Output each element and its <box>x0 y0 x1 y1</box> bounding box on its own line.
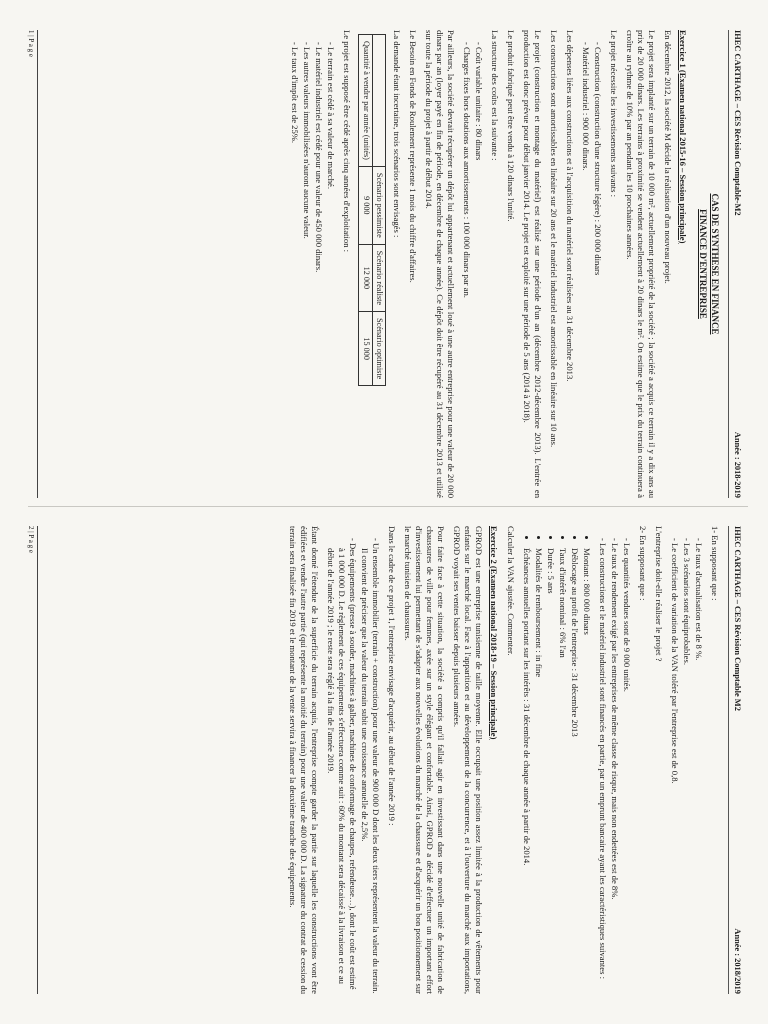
paragraph: Les dépenses liées aux constructions et à l'acquisition du matériel sont réalisées au 31 décembre 2013. <box>565 30 576 382</box>
q1-assumptions <box>669 526 704 994</box>
list-item: - Les autres valeurs immobilisées n'auront aucune valeur. <box>301 52 312 498</box>
paragraph: Le Besoin en Fonds de Roulement représente 1 mois du chiffre d'affaires. <box>408 30 419 283</box>
paragraph: Le projet sera implanté sur un terrain de 10 000 m², actuellement propriété de la société ; la société a acquis ce terrain il y a dix ans au prix de 20 000 dinars. Les terrains à proximité se vendent actuellement à 20 dinars le m². On estime que le prix du terrain continuera à croître au rythme de 10% par an pendant les 10 prochaines années. <box>625 30 658 498</box>
list-item: • Taux d'intérêt nominal : 6% l'an <box>557 548 568 994</box>
list-item: - Le taux d'actualisation est de 8 %. <box>693 548 704 994</box>
document-title <box>696 30 720 498</box>
table-cell: Quantité à vendre par année (unités) <box>359 35 373 167</box>
list-item: - Les quantités vendues sont de 9 000 unités. <box>621 548 632 994</box>
paragraph: En décembre 2012, la société M décide la réalisation d'un nouveau projet. <box>663 30 674 284</box>
paragraph: Étant donné l'étendue de la superficie du terrain acquis, l'entreprise compte garder la partie sur laquelle les constructions vont être édifiées et vendre l'autre partie (qui représente la moitié du terrain) pour une valeur de 400 000 D. La signature du contrat de cession du terrain sera finalisée fin 2019 et le montant de la vente servira à financer la deuxième tranche des équipements. <box>288 526 321 994</box>
title-line: CAS DE SYNTHESE EN FINANCE <box>710 193 721 335</box>
exercise-2-title: Exercice 2 (Examen national 2018-19 – Session principale) <box>489 526 500 740</box>
costs-list <box>461 30 484 498</box>
header-year: Année : 2018/2019 <box>733 928 742 994</box>
list-item: - Construction (construction d'une structure légère) : 200 000 dinars <box>592 52 603 498</box>
header-year: Année : 2018-2019 <box>733 431 742 498</box>
table-header: Scénario réaliste <box>372 244 386 311</box>
list-item: • Déblocage au profit de l'entreprise : 31 décembre 2013 <box>569 548 580 994</box>
list-item: - Le taux de rendement exigé par les entreprises de même classe de risque, mais non endettées est de 8%. <box>609 548 620 994</box>
table-header: Scénario optimiste <box>372 312 386 386</box>
list-item: - Le coefficient de variation de la VAN toléré par l'entreprise est de 0,8. <box>669 548 680 994</box>
list-item: • Montant : 800 000 dinars <box>581 548 592 994</box>
title-line: FINANCE D'ENTREPRISE <box>697 209 708 319</box>
paragraph: La structure des coûts est la suivante : <box>490 30 501 161</box>
list-item: • Échéances annuelles portant sur les intérêts : 31 décembre de chaque année à partir de 2014. <box>521 548 532 994</box>
page-divider <box>28 506 748 507</box>
page-footer: 1 | P a g e <box>26 30 38 498</box>
table-row <box>359 35 373 386</box>
list-item: - Matériel industriel : 900 000 dinars. <box>580 52 591 498</box>
paragraph: Pour faire face à cette situation, la société a compris qu'il fallait agir en investissant dans une nouvelle unité de fabrication de chaussures de ville pour femmes, axée sur un style élégant et confortable. Ainsi, GPROD a décidé d'effectuer un important effort d'investissement lui permettant de s'adapter aux nouvelles évolutions du marché de la chaussure et d'acquérir un bon positionnement sur le marché tunisien de chaussures. <box>403 526 447 994</box>
list-item: • Modalités de remboursement : in fine <box>533 548 544 994</box>
page-1 <box>26 30 742 498</box>
question-1: 1- En supposant que : <box>710 526 721 601</box>
q2-assumptions <box>597 526 632 994</box>
paragraph: Le projet (construction et montage du matériel) est réalisé sur une période d'un an (décembre 2012-décembre 2013). L'entrée en production est donc prévue pour début janvier 2014. Le projet est exploité sur une période de 5 ans (2014 à 2018). <box>522 30 544 498</box>
investments-list <box>580 30 603 498</box>
paragraph: Dans le cadre de ce projet 1, l'entreprise envisage d'acquérir, au début de l'année 2019 : <box>387 526 398 826</box>
page-1-header <box>728 30 742 498</box>
paragraph: Le projet est supposé être cédé après cinq années d'exploitation : <box>342 30 353 253</box>
loan-terms <box>521 526 592 994</box>
table-cell: 12 000 <box>359 244 373 311</box>
paragraph: GPROD est une entreprise tunisienne de taille moyenne. Elle occupait une position assez limitée à la production de vêtements pour enfants sur le marché local. Face à l'apparition et au développement de la concurrence, et à l'ouverture du marché aux importations, GPROD voyait ses ventes baisser depuis plusieurs années. <box>452 526 485 994</box>
paragraph: Le produit fabriqué peut être vendu à 120 dinars l'unité. <box>506 30 517 222</box>
list-item: - Des équipements (presse à souder, machines à galber, machines de conformage de chaupes, refendeuse…), dont le coût est estimé à 1 000 000 D. Le règlement de ces équipements s'effectuera comme suit : 60% du montant sera décaissé à la livraison et ce au début de l'année 2019 ; le reste sera réglé à la fin de l'année 2019. <box>325 548 358 994</box>
list-item: - Charges fixes hors dotations aux amortissements : 100 000 dinars par an. <box>461 52 472 498</box>
table-cell: 9 000 <box>359 166 373 244</box>
header-school: IHEC CARTHAGE – CES Révision Comptable M2 <box>733 526 742 711</box>
list-item: - Un ensemble immobilier (terrain + construction) pour une valeur de 900 000 D dont les deux tiers représentent la valeur du terrain. Il convient de préciser que la valeur du terrain subit une croissance annuelle de 2,5%. <box>359 548 381 994</box>
list-item: - Le taux d'impôt est de 25%. <box>289 52 300 498</box>
table-header: Scénario pessimiste <box>372 166 386 244</box>
list-item: • Durée : 5 ans <box>545 548 556 994</box>
list-item: - Coût variable unitaire : 80 dinars <box>473 52 484 498</box>
paragraph: L'entreprise doit-elle réaliser le projet ? <box>654 526 665 662</box>
paragraph: Calculer la VAN ajustée. Commenter. <box>506 526 517 656</box>
exercise-1-title: Exercice 1 (Examen national 2015-16 – Session principale) <box>678 30 689 244</box>
scenarios-table <box>358 34 386 386</box>
table-header <box>372 35 386 167</box>
list-item: - Les constructions et le matériel industriel sont financés en partie, par un emprunt bancaire ayant les caractéristiques suivantes : <box>597 548 608 994</box>
header-school: IHEC CARTHAGE – CES Révision Comptable-M2 <box>733 30 742 216</box>
paragraph: Par ailleurs, la société devrait récupérer un dépôt lui appartenant et actuellement loué à une autre entreprise pour une valeur de 20 000 dinars par an (loyer payé en fin de période, en décembre de chaque année). Ce dépôt doit être récupéré au 31 décembre 2013 et utilisé sur toute la période du projet à partir de début 2014. <box>424 30 457 498</box>
paragraph: Le projet nécessite les investissements suivants : <box>609 30 620 198</box>
question-2: 2- En supposant que : <box>638 526 649 601</box>
list-item: - Le matériel industriel est cédé pour une valeur de 450 000 dinars. <box>313 52 324 498</box>
page-2-header <box>728 526 742 994</box>
cession-list <box>289 30 336 498</box>
paragraph: La demande étant incertaine, trois scénarios sont envisagés : <box>392 30 403 238</box>
paragraph: Les constructions sont amortissables en linéaire sur 20 ans et le matériel industriel est amortissable en linéaire sur 10 ans. <box>549 30 560 448</box>
table-header-row <box>372 35 386 386</box>
list-item: - Les 3 scénarios sont équiprobables. <box>681 548 692 994</box>
table-cell: 15 000 <box>359 312 373 386</box>
page-footer: 2 | P a g e <box>26 526 38 994</box>
page-2 <box>26 526 742 994</box>
list-item: - Le terrain est cédé à sa valeur de marché. <box>325 52 336 498</box>
e2-acquisitions <box>325 526 381 994</box>
